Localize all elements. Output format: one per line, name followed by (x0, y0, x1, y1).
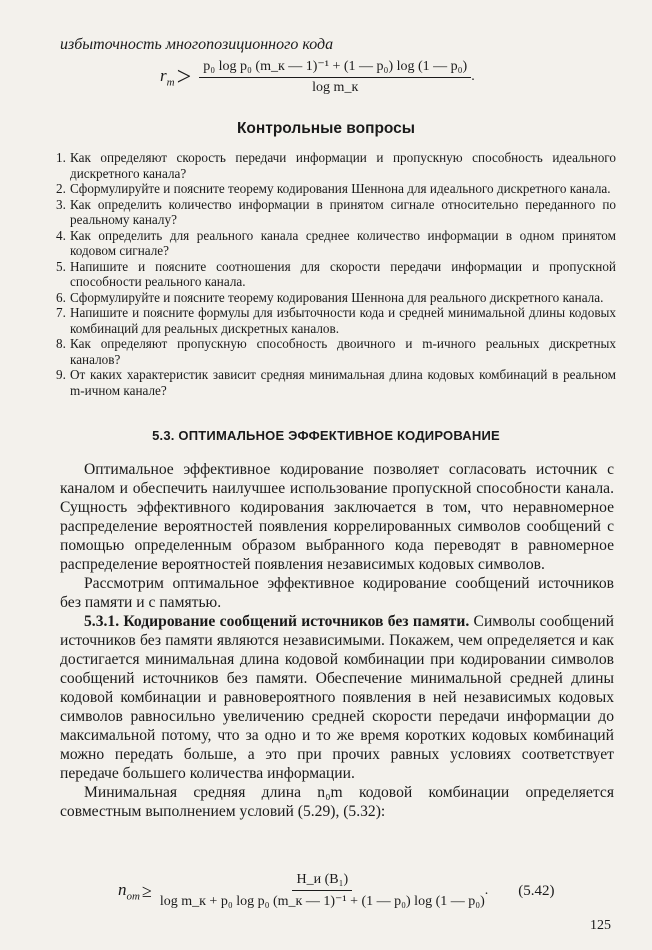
formula1-relation: > (176, 62, 192, 91)
formula2-relation: ≥ (141, 880, 152, 901)
redundancy-formula (160, 58, 475, 96)
main-text (60, 460, 614, 821)
list-item: 4. Как определить для реального канала среднее количество информации в одном принятом кодовом сигнале? (56, 227, 616, 258)
list-item: 5. Напишите и поясните соотношения для скорости передачи информации и пропускной способности реального канала. (56, 258, 616, 289)
min-length-formula (118, 872, 555, 910)
intro-line: избыточность многопозиционного кода (60, 36, 334, 53)
list-item: 6. Сформулируйте и поясните теорему кодирования Шеннона для реального дискретного канала. (56, 289, 604, 305)
list-item: 1. Как определяют скорость передачи информации и пропускную способность идеального дискретного канала? (56, 150, 616, 181)
list-item: 7. Напишите и поясните формулы для избыточности кода и средней минимальной длины кодовых комбинаций для реальных дискретных каналов. (56, 305, 616, 336)
page-number: 125 (590, 918, 611, 933)
formula1-lhs: $r_m$ (160, 65, 175, 89)
formula1-fraction (199, 58, 471, 96)
subsection-heading-inline: 5.3.1. Кодирование сообщений источников без памяти. (84, 613, 470, 630)
list-item: 8. Как определяют пропускную способность двоичного и m-ичного реальных дискретных каналов? (56, 336, 616, 367)
paragraph-2: Рассмотрим оптимальное эффективное кодирование сообщений источников без памяти и с памятью. (60, 575, 614, 611)
equation-number: (5.42) (518, 882, 555, 899)
paragraph-3: 5.3.1. Кодирование сообщений источников без памяти. Символы сообщений источников без памяти являются независимыми. Покажем, чем определяется и как достигается минимальная длина кодовой комбинации при кодировании символов сообщений источников без памяти. Обеспечение минимальной средней длины кодовой комбинации и равновероятного появления в ней независимых кодовых символов равносильно увеличению средней скорости передачи информации до максимальной потому, что за одно и то же время коротких кодовых комбинаций можно передать больше, а это при прочих равных условиях соответствует передаче большего количества информации. (60, 613, 614, 782)
formula1-tail: . (471, 69, 475, 84)
list-item: 9. От каких характеристик зависит средняя минимальная длина кодовых комбинаций в реальном m-ичном канале? (56, 367, 616, 398)
formula1-denominator: log m_к (312, 80, 359, 95)
formula2-tail: . (484, 883, 489, 898)
list-item: 2. Сформулируйте и поясните теорему кодирования Шеннона для идеального дискретного канала. (56, 181, 611, 196)
section-title: Контрольные вопросы (236, 120, 416, 137)
formula2-denominator: log m_к + p₀ log p₀ (m_к — 1)⁻¹ + (1 — p₀) log (1 — p₀) (159, 894, 485, 909)
paragraph-4: Минимальная средняя длина n₀m кодовой комбинации определяется совместным выполнением условий (5.29), (5.32): (60, 784, 614, 820)
subsection-title: 5.3. ОПТИМАЛЬНОЕ ЭФФЕКТИВНОЕ КОДИРОВАНИЕ (152, 428, 500, 443)
questions-list (56, 150, 616, 398)
formula2-numerator: H_и (B₁) (292, 872, 352, 891)
formula1-numerator: p₀ log p₀ (m_к — 1)⁻¹ + (1 — p₀) log (1 — p₀) (199, 58, 471, 78)
list-item: 3. Как определить количество информации в принятом сигнале относительно переданного по реальному каналу? (56, 196, 616, 227)
formula2-fraction (160, 872, 485, 910)
paragraph-1: Оптимальное эффективное кодирование позволяет согласовать источник с каналом и обеспечить наилучшее использование пропускной способности канала. Сущность эффективного кодирования заключается в том, что неравномерное распределение вероятностей появления коррелированных символов сообщений с помощью определенным образом выбранного кода переводят в равномерное распределение вероятностей появления независимых кодовых символов. (60, 461, 614, 573)
formula2-lhs: $n_{om}$ (118, 879, 140, 903)
